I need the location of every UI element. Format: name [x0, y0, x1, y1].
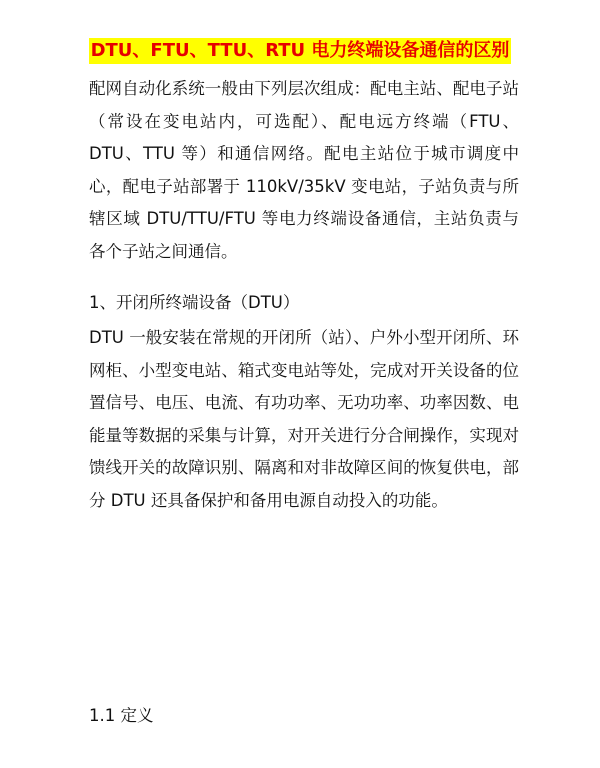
title-container	[0, 38, 600, 64]
section-1-1-heading: 1.1 定义	[89, 706, 154, 725]
document-title: DTU、FTU、TTU、RTU 电力终端设备通信的区别	[89, 38, 512, 64]
section-1-heading: 1、开闭所终端设备（DTU）	[89, 293, 300, 312]
section-1-paragraph: DTU 一般安装在常规的开闭所（站）、户外小型开闭所、环网柜、小型变电站、箱式变电站等处，完成对开关设备的位置信号、电压、电流、有功功率、无功功率、功率因数、电能量等数据的采集与计算，对开关进行分合闸操作，实现对馈线开关的故障识别、隔离和对非故障区间的恢复供电，部分 DTU 还具备保护和备用电源自动投入的功能。	[89, 328, 519, 510]
intro-paragraph: 配网自动化系统一般由下列层次组成：配电主站、配电子站（常设在变电站内，可选配）、配电远方终端（FTU、DTU、TTU 等）和通信网络。配电主站位于城市调度中心，配电子站部署于 110kV/35kV 变电站，子站负责与所辖区域 DTU/TTU/FTU 等电力终端设备通信，主站负责与各个子站之间通信。	[89, 79, 519, 261]
